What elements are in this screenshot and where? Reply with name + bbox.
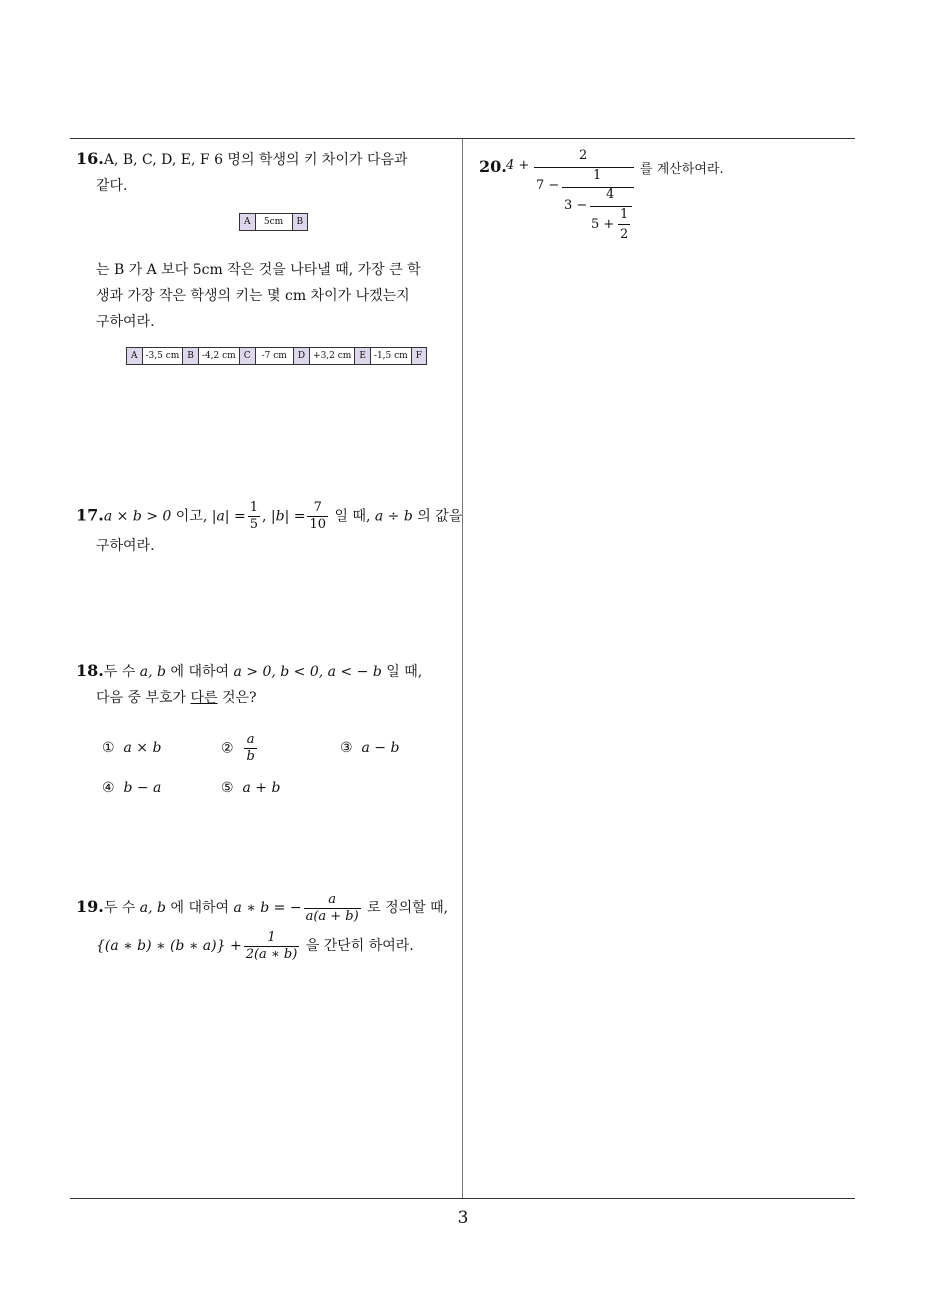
q16-desc2: 생과 가장 작은 학생의 키는 몇 cm 차이가 나겠는지 — [96, 288, 410, 304]
column-divider — [462, 139, 463, 1199]
denominator-term: 7 − — [536, 178, 560, 193]
numerator: 4 — [606, 187, 615, 202]
question-17 — [76, 500, 463, 559]
denominator: 2(a ∗ b) — [245, 946, 298, 962]
choice-mark: ① — [102, 740, 115, 756]
choice-mark: ④ — [102, 780, 115, 796]
question-number: 17. — [76, 505, 104, 525]
choice-expression: a + b — [242, 780, 281, 796]
question-number: 19. — [76, 897, 104, 916]
numerator: 1 — [620, 207, 629, 222]
fraction-bar — [618, 224, 630, 225]
choice-mark: ⑤ — [221, 780, 234, 796]
q19-definition: a ∗ b = − — [233, 900, 302, 916]
q18-vars: a, b — [139, 664, 167, 680]
q18-underlined-word: 다른 — [190, 690, 218, 706]
bottom-rule — [70, 1198, 855, 1199]
q20-text: 를 계산하여라. — [640, 162, 724, 177]
point-label: D — [293, 348, 309, 364]
denominator: 10 — [309, 517, 327, 532]
point-label: F — [411, 348, 426, 364]
q17-fraction-b — [307, 500, 328, 533]
q17-expression: a ÷ b — [374, 508, 413, 525]
choice-expression: a × b — [123, 740, 162, 756]
q18-text: 두 수 — [103, 664, 140, 680]
denominator-term: 3 − — [564, 198, 588, 213]
q17-text: 의 값을 — [412, 508, 463, 525]
choice-mark: ③ — [340, 740, 353, 756]
point-label: B — [182, 348, 198, 364]
q17-text: 이고, — [171, 508, 212, 525]
choice-3[interactable] — [340, 740, 399, 756]
choice-fraction — [244, 732, 256, 765]
point-label: C — [239, 348, 255, 364]
question-18 — [76, 658, 460, 711]
point-label: A — [127, 348, 142, 364]
gap-label: -1,5 cm — [370, 348, 411, 364]
q17-condition: a × b > 0 — [103, 508, 172, 525]
q19-expression: {(a ∗ b) ∗ (b ∗ a)} + — [96, 938, 242, 954]
choice-expression: b − a — [123, 780, 162, 796]
denominator: a(a + b) — [305, 908, 359, 924]
fraction-bar — [534, 167, 634, 168]
question-number: 16. — [76, 149, 104, 168]
q19-definition-fraction — [304, 892, 361, 925]
gap-label: -7 cm — [255, 348, 293, 364]
choice-4[interactable] — [102, 780, 161, 796]
q19-text: 을 간단히 하여라. — [301, 938, 414, 954]
q16-desc1: 는 B 가 A 보다 5cm 작은 것을 나타낼 때, 가장 큰 학 — [96, 262, 421, 278]
choice-expression: a − b — [361, 740, 400, 756]
q18-text: 것은? — [217, 690, 257, 706]
gap-label: -4,2 cm — [198, 348, 239, 364]
q19-expression-fraction — [244, 930, 300, 963]
q19-text: 로 정의할 때, — [362, 900, 449, 916]
gap-label: -3,5 cm — [142, 348, 183, 364]
q17-fraction-a — [248, 500, 260, 533]
choice-mark: ② — [221, 740, 234, 757]
numerator: 1 — [249, 500, 258, 515]
q18-condition: a > 0, b < 0, a < − b — [233, 664, 382, 680]
question-number: 20. — [479, 157, 507, 176]
numerator: 1 — [593, 168, 602, 183]
numerator: 7 — [313, 500, 322, 515]
q18-text: 에 대하여 — [166, 664, 234, 680]
denominator-term: 5 + — [591, 217, 615, 232]
point-label: B — [292, 214, 308, 230]
choice-2[interactable] — [221, 732, 259, 765]
q18-text: 일 때, — [381, 664, 423, 680]
denominator: 5 — [249, 517, 258, 532]
q16-line2: 같다. — [96, 178, 128, 194]
q16-height-line — [126, 347, 427, 365]
q17-line2: 구하여라. — [96, 538, 155, 554]
q16-desc3: 구하여라. — [96, 314, 155, 330]
choice-1[interactable] — [102, 740, 161, 756]
q19-text: 에 대하여 — [166, 900, 234, 916]
q20-continued-fraction — [0, 0, 926, 260]
gap-label: 5cm — [255, 214, 292, 230]
choice-5[interactable] — [221, 780, 280, 796]
q16-line1: A, B, C, D, E, F 6 명의 학생의 키 차이가 다음과 — [103, 152, 408, 168]
q19-vars: a, b — [139, 900, 167, 916]
q16-description — [96, 257, 462, 335]
numerator: a — [246, 732, 255, 747]
numerator: 1 — [267, 929, 276, 945]
point-label: A — [240, 214, 255, 230]
denominator: b — [246, 749, 255, 764]
numerator: 2 — [579, 148, 588, 163]
q18-text: 다음 중 부호가 — [96, 690, 191, 706]
fraction-bar — [562, 187, 634, 188]
question-19 — [76, 888, 460, 965]
page-number: 3 — [457, 1208, 469, 1228]
q17-abs-b: |b| = — [270, 508, 306, 525]
gap-label: +3,2 cm — [309, 348, 354, 364]
q17-text: 일 때, — [330, 508, 375, 525]
denominator: 2 — [620, 227, 629, 242]
q20-lead: 4 + — [506, 158, 530, 173]
question-number: 18. — [76, 661, 104, 680]
q17-sep: , — [261, 508, 271, 525]
point-label: E — [354, 348, 370, 364]
q17-abs-a: |a| = — [211, 508, 246, 525]
numerator: a — [328, 891, 336, 907]
q19-text: 두 수 — [103, 900, 140, 916]
